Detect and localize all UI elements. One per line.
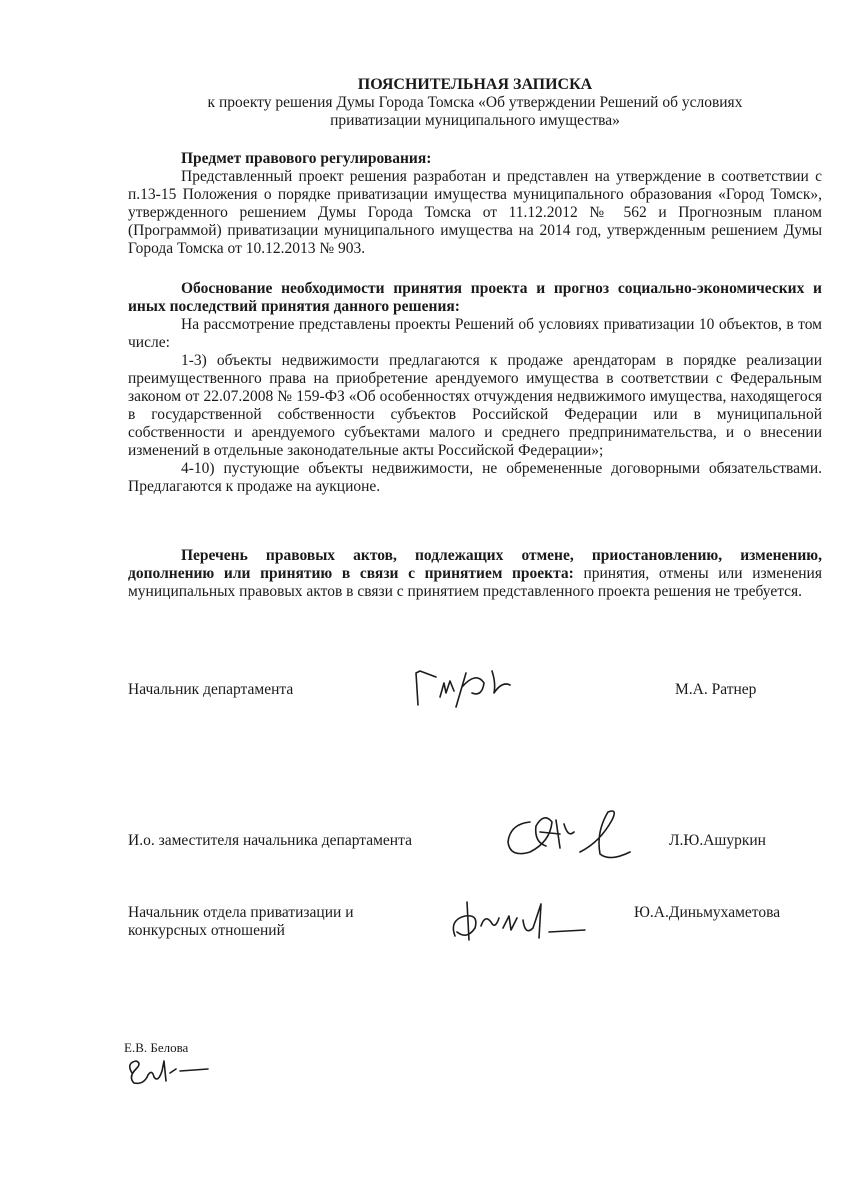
executor-block [124,1039,188,1057]
handwritten-signature-icon [500,802,640,877]
signer-position-line-1: Начальник отдела приватизации и [128,904,354,921]
signer-name: Ю.А.Диньмухаметова [634,904,781,921]
signer-position [128,904,354,940]
handwritten-signature-icon [410,663,540,718]
section-legal-acts [128,547,822,601]
signer-position: Начальник департамента [128,681,294,698]
section-legal-acts-paragraph [128,547,822,601]
subtitle-line-1: к проекту решения Думы Города Томска «Об утверждении Решений об условиях [207,94,743,111]
document-subtitle [128,94,822,130]
section-justification-intro: На рассмотрение представлены проекты Решений об условиях приватизации 10 объектов, в том числе: [128,316,822,351]
section-subject [128,150,822,258]
document-title: ПОЯСНИТЕЛЬНАЯ ЗАПИСКА [357,76,593,93]
section-justification-item-1: 1-3) объекты недвижимости предлагаются к продаже арендаторам в порядке реализации преимущественного права на приобретение арендуемого имущества в соответствии с Федеральным законом от 22.07.2008 № 159-ФЗ «Об особенностях отчуждения недвижимого имущества, находящегося в государственной собственности субъектов Российской Федерации или в муниципальной собственности и арендуемого субъектами малого и среднего предпринимательства, и о внесении изменений в отдельные законодательные акты Российской Федерации»; [128,352,822,459]
signer-name: Л.Ю.Ашуркин [669,832,766,849]
executor-signature-icon [124,1055,214,1092]
section-justification-heading: Обоснование необходимости принятия проекта и прогноз социально-экономических и иных последствий принятия данного решения: [128,280,822,315]
section-subject-heading: Предмет правового регулирования: [181,150,432,167]
signer-position: И.о. заместителя начальника департамента [128,832,412,849]
signer-position-line-2: конкурсных отношений [128,922,285,939]
signer-name: М.А. Ратнер [675,681,757,698]
handwritten-signature-icon [445,896,605,951]
section-legal-acts-text: принятия, отмены или изменения муниципальных правовых актов в связи с принятием представленного проекта решения не требуется. [128,565,822,600]
section-legal-acts-heading: Перечень правовых актов, подлежащих отмене, приостановлению, изменению, дополнению или принятию в связи с принятием проекта: [128,547,822,582]
executor-name: Е.В. Белова [124,1040,189,1055]
subtitle-line-2: приватизации муниципального имущества» [330,112,620,129]
section-subject-text: Представленный проект решения разработан и представлен на утверждение в соответствии с п.13-15 Положения о порядке приватизации имущества муниципального образования «Город Томск», утвержденного решением Думы Города Томска от 11.12.2012 № 562 и Прогнозным планом (Программой) приватизации муниципального имущества на 2014 год, утвержденным решением Думы Города Томска от 10.12.2013 № 903. [128,168,822,257]
section-justification [128,280,822,496]
section-justification-item-2: 4-10) пустующие объекты недвижимости, не обремененные договорными обязательствами. Предлагаются к продаже на аукционе. [128,460,822,495]
